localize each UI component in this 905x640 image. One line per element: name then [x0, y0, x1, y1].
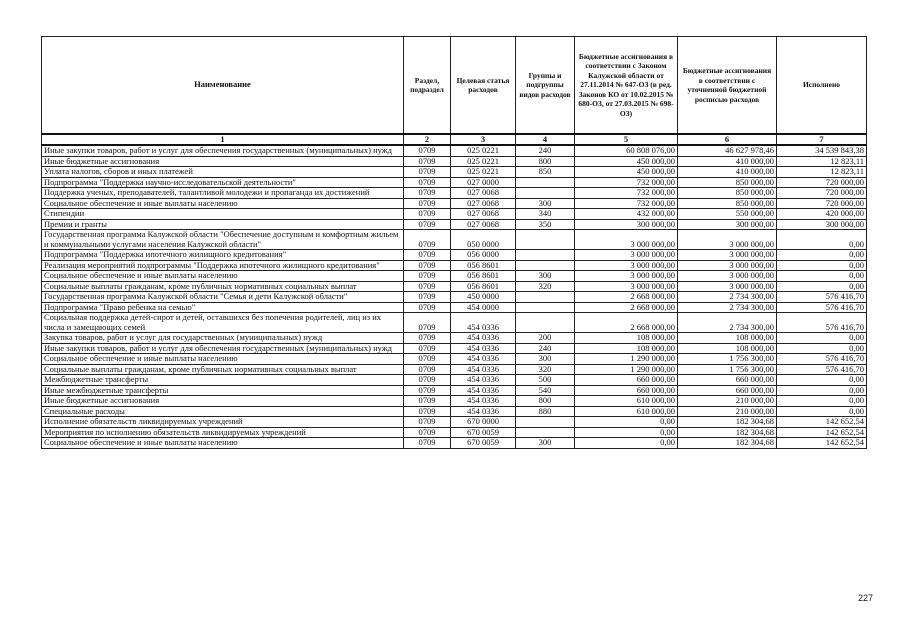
row-law-amount: 3 000 000,00 [575, 260, 678, 271]
row-executed-amount: 0,00 [777, 333, 867, 344]
row-refined-amount: 660 000,00 [678, 375, 777, 386]
row-group: 240 [516, 145, 575, 156]
row-name: Государственная программа Калужской области "Обеспечение доступным и комфортным жильем и коммунальными услугами населения Калужской области" [42, 230, 404, 250]
table-header-row [42, 37, 867, 135]
row-name: Исполнение обязательств ликвидируемых учреждений [42, 417, 404, 428]
row-group: 350 [516, 219, 575, 230]
row-executed-amount: 0,00 [777, 260, 867, 271]
row-name: Социальные выплаты гражданам, кроме публичных нормативных социальных выплат [42, 281, 404, 292]
row-group: 850 [516, 167, 575, 178]
budget-table [41, 36, 867, 449]
table-row [42, 188, 867, 199]
row-executed-amount: 576 416,70 [777, 354, 867, 365]
row-group: 880 [516, 406, 575, 417]
row-article: 670 0000 [451, 417, 516, 428]
row-group: 320 [516, 364, 575, 375]
row-executed-amount: 142 652,54 [777, 427, 867, 438]
row-name: Иные бюджетные ассигнования [42, 396, 404, 407]
table-row [42, 343, 867, 354]
header-section: Раздел, подраздел [404, 37, 451, 135]
row-refined-amount: 182 304,68 [678, 438, 777, 449]
page-number: 227 [858, 593, 874, 603]
row-law-amount: 108 000,00 [575, 333, 678, 344]
column-number: 1 [42, 134, 404, 145]
row-section: 0709 [404, 260, 451, 271]
row-name: Социальные выплаты гражданам, кроме публичных нормативных социальных выплат [42, 364, 404, 375]
row-section: 0709 [404, 438, 451, 449]
table-body [42, 145, 867, 448]
row-article: 670 0059 [451, 438, 516, 449]
row-name: Иные закупки товаров, работ и услуг для обеспечения государственных (муниципальных) нужд [42, 343, 404, 354]
row-executed-amount: 12 823,11 [777, 167, 867, 178]
row-article: 050 0000 [451, 230, 516, 250]
row-article: 454 0336 [451, 333, 516, 344]
table-row [42, 364, 867, 375]
row-name: Поддержка ученых, преподавателей, талантливой молодежи и пропаганда их достижений [42, 188, 404, 199]
row-article: 027 0068 [451, 219, 516, 230]
row-executed-amount: 0,00 [777, 343, 867, 354]
row-article: 027 0068 [451, 209, 516, 220]
row-refined-amount: 210 000,00 [678, 396, 777, 407]
row-article: 454 0336 [451, 406, 516, 417]
column-number: 4 [516, 134, 575, 145]
table-row [42, 198, 867, 209]
row-name: Межбюджетные трансферты [42, 375, 404, 386]
row-section: 0709 [404, 230, 451, 250]
row-refined-amount: 3 000 000,00 [678, 281, 777, 292]
row-name: Подпрограмма "Право ребенка на семью" [42, 302, 404, 313]
row-article: 056 8601 [451, 281, 516, 292]
row-refined-amount: 3 000 000,00 [678, 230, 777, 250]
table-row [42, 302, 867, 313]
row-executed-amount: 0,00 [777, 271, 867, 282]
row-name: Закупка товаров, работ и услуг для государственных (муниципальных) нужд [42, 333, 404, 344]
table-row [42, 230, 867, 250]
row-executed-amount: 720 000,00 [777, 177, 867, 188]
row-name: Социальная поддержка детей-сирот и детей, оставшихся без попечения родителей, лиц из их числа и замещающих семей [42, 313, 404, 333]
row-section: 0709 [404, 354, 451, 365]
row-executed-amount: 420 000,00 [777, 209, 867, 220]
row-refined-amount: 300 000,00 [678, 219, 777, 230]
row-article: 027 0068 [451, 188, 516, 199]
table-row [42, 156, 867, 167]
table-row [42, 271, 867, 282]
row-executed-amount: 0,00 [777, 250, 867, 261]
table-row [42, 385, 867, 396]
row-executed-amount: 0,00 [777, 375, 867, 386]
row-section: 0709 [404, 177, 451, 188]
header-refined: Бюджетные ассигнования в соответствии с уточненной бюджетной росписью расходов [678, 37, 777, 135]
row-section: 0709 [404, 333, 451, 344]
row-executed-amount: 0,00 [777, 281, 867, 292]
row-refined-amount: 2 734 300,00 [678, 313, 777, 333]
row-group: 340 [516, 209, 575, 220]
row-law-amount: 3 000 000,00 [575, 250, 678, 261]
row-name: Подпрограмма "Поддержка научно-исследовательской деятельности" [42, 177, 404, 188]
row-law-amount: 660 000,00 [575, 385, 678, 396]
row-name: Иные бюджетные ассигнования [42, 156, 404, 167]
row-refined-amount: 2 734 300,00 [678, 302, 777, 313]
row-refined-amount: 182 304,68 [678, 427, 777, 438]
row-group: 200 [516, 333, 575, 344]
header-executed: Исполнено [777, 37, 867, 135]
column-number-row [42, 134, 867, 145]
row-law-amount: 2 668 000,00 [575, 292, 678, 303]
row-section: 0709 [404, 145, 451, 156]
row-article: 454 0336 [451, 375, 516, 386]
row-article: 056 8601 [451, 271, 516, 282]
table-row [42, 417, 867, 428]
row-executed-amount: 0,00 [777, 230, 867, 250]
row-article: 056 8601 [451, 260, 516, 271]
row-article: 025 0221 [451, 145, 516, 156]
row-article: 027 0068 [451, 198, 516, 209]
row-article: 454 0336 [451, 354, 516, 365]
row-name: Иные межбюджетные трансферты [42, 385, 404, 396]
row-refined-amount: 46 627 978,46 [678, 145, 777, 156]
row-section: 0709 [404, 313, 451, 333]
row-group [516, 177, 575, 188]
row-article: 454 0336 [451, 396, 516, 407]
row-name: Социальное обеспечение и иные выплаты населению [42, 198, 404, 209]
row-law-amount: 300 000,00 [575, 219, 678, 230]
row-group: 320 [516, 281, 575, 292]
row-section: 0709 [404, 156, 451, 167]
column-number: 3 [451, 134, 516, 145]
row-group: 300 [516, 354, 575, 365]
row-law-amount: 0,00 [575, 417, 678, 428]
row-executed-amount: 720 000,00 [777, 198, 867, 209]
row-section: 0709 [404, 292, 451, 303]
row-refined-amount: 182 304,68 [678, 417, 777, 428]
row-executed-amount: 12 823,11 [777, 156, 867, 167]
header-group: Группы и подгруппы видов расходов [516, 37, 575, 135]
row-refined-amount: 550 000,00 [678, 209, 777, 220]
column-number: 5 [575, 134, 678, 145]
row-section: 0709 [404, 167, 451, 178]
row-section: 0709 [404, 396, 451, 407]
row-law-amount: 3 000 000,00 [575, 230, 678, 250]
table-row [42, 219, 867, 230]
row-group [516, 230, 575, 250]
row-name: Премии и гранты [42, 219, 404, 230]
row-group: 800 [516, 156, 575, 167]
row-refined-amount: 2 734 300,00 [678, 292, 777, 303]
row-group [516, 188, 575, 199]
row-article: 027 0000 [451, 177, 516, 188]
header-name: Наименование [42, 37, 404, 135]
table-row [42, 260, 867, 271]
row-name: Социальное обеспечение и иные выплаты населению [42, 354, 404, 365]
row-group: 240 [516, 343, 575, 354]
row-law-amount: 732 000,00 [575, 177, 678, 188]
row-refined-amount: 210 000,00 [678, 406, 777, 417]
row-law-amount: 732 000,00 [575, 198, 678, 209]
row-name: Реализация мероприятий подпрограммы "Поддержка ипотечного жилищного кредитования" [42, 260, 404, 271]
row-executed-amount: 576 416,70 [777, 302, 867, 313]
table-row [42, 281, 867, 292]
row-article: 670 0059 [451, 427, 516, 438]
row-law-amount: 3 000 000,00 [575, 271, 678, 282]
row-section: 0709 [404, 250, 451, 261]
row-refined-amount: 1 756 300,00 [678, 354, 777, 365]
row-article: 454 0336 [451, 364, 516, 375]
row-article: 454 0336 [451, 343, 516, 354]
row-executed-amount: 142 652,54 [777, 438, 867, 449]
row-group: 300 [516, 198, 575, 209]
row-name: Иные закупки товаров, работ и услуг для обеспечения государственных (муниципальных) нужд [42, 145, 404, 156]
row-section: 0709 [404, 219, 451, 230]
row-law-amount: 0,00 [575, 438, 678, 449]
row-refined-amount: 660 000,00 [678, 385, 777, 396]
row-refined-amount: 3 000 000,00 [678, 250, 777, 261]
column-number: 2 [404, 134, 451, 145]
row-law-amount: 2 668 000,00 [575, 313, 678, 333]
row-group [516, 292, 575, 303]
row-group [516, 250, 575, 261]
row-executed-amount: 576 416,70 [777, 313, 867, 333]
table-row [42, 396, 867, 407]
row-group: 800 [516, 396, 575, 407]
row-group: 500 [516, 375, 575, 386]
row-section: 0709 [404, 406, 451, 417]
row-refined-amount: 850 000,00 [678, 188, 777, 199]
row-name: Уплата налогов, сборов и иных платежей [42, 167, 404, 178]
row-group: 540 [516, 385, 575, 396]
row-refined-amount: 850 000,00 [678, 177, 777, 188]
row-name: Социальное обеспечение и иные выплаты населению [42, 438, 404, 449]
row-group: 300 [516, 438, 575, 449]
row-law-amount: 0,00 [575, 427, 678, 438]
row-section: 0709 [404, 427, 451, 438]
row-article: 450 0000 [451, 292, 516, 303]
row-law-amount: 450 000,00 [575, 167, 678, 178]
row-article: 025 0221 [451, 156, 516, 167]
row-executed-amount: 142 652,54 [777, 417, 867, 428]
row-law-amount: 660 000,00 [575, 375, 678, 386]
table-row [42, 313, 867, 333]
row-law-amount: 432 000,00 [575, 209, 678, 220]
row-section: 0709 [404, 271, 451, 282]
table-row [42, 209, 867, 220]
row-article: 056 0000 [451, 250, 516, 261]
row-section: 0709 [404, 343, 451, 354]
table-row [42, 333, 867, 344]
row-executed-amount: 576 416,70 [777, 364, 867, 375]
row-section: 0709 [404, 302, 451, 313]
row-executed-amount: 0,00 [777, 406, 867, 417]
row-section: 0709 [404, 198, 451, 209]
row-name: Подпрограмма "Поддержка ипотечного жилищного кредитования" [42, 250, 404, 261]
row-refined-amount: 108 000,00 [678, 333, 777, 344]
column-number: 7 [777, 134, 867, 145]
row-executed-amount: 720 000,00 [777, 188, 867, 199]
row-refined-amount: 3 000 000,00 [678, 271, 777, 282]
row-refined-amount: 410 000,00 [678, 156, 777, 167]
row-section: 0709 [404, 375, 451, 386]
row-law-amount: 1 290 000,00 [575, 364, 678, 375]
row-name: Специальные расходы [42, 406, 404, 417]
table-row [42, 167, 867, 178]
row-group [516, 427, 575, 438]
row-group [516, 302, 575, 313]
row-refined-amount: 3 000 000,00 [678, 260, 777, 271]
table-row [42, 177, 867, 188]
row-name: Стипендии [42, 209, 404, 220]
row-group [516, 260, 575, 271]
table-row [42, 375, 867, 386]
row-refined-amount: 1 756 300,00 [678, 364, 777, 375]
row-law-amount: 60 808 076,00 [575, 145, 678, 156]
row-section: 0709 [404, 385, 451, 396]
table-row [42, 250, 867, 261]
table-row [42, 145, 867, 156]
row-group [516, 417, 575, 428]
row-executed-amount: 576 416,70 [777, 292, 867, 303]
row-law-amount: 450 000,00 [575, 156, 678, 167]
header-article: Целевая статья расходов [451, 37, 516, 135]
row-law-amount: 1 290 000,00 [575, 354, 678, 365]
row-section: 0709 [404, 417, 451, 428]
row-article: 025 0221 [451, 167, 516, 178]
table-row [42, 438, 867, 449]
row-executed-amount: 0,00 [777, 385, 867, 396]
header-law: Бюджетные ассигнования в соответствии с Законом Калужской области от 27.11.2014 № 647-ОЗ (в ред. Законов КО от 10.02.2015 № 680-ОЗ, от 27.03.2015 № 698-ОЗ) [575, 37, 678, 135]
row-law-amount: 610 000,00 [575, 406, 678, 417]
row-law-amount: 108 000,00 [575, 343, 678, 354]
row-law-amount: 3 000 000,00 [575, 281, 678, 292]
row-refined-amount: 410 000,00 [678, 167, 777, 178]
row-law-amount: 2 668 000,00 [575, 302, 678, 313]
row-article: 454 0336 [451, 313, 516, 333]
row-executed-amount: 34 539 843,38 [777, 145, 867, 156]
row-executed-amount: 300 000,00 [777, 219, 867, 230]
row-name: Социальное обеспечение и иные выплаты населению [42, 271, 404, 282]
table-row [42, 406, 867, 417]
table-row [42, 292, 867, 303]
row-article: 454 0336 [451, 385, 516, 396]
row-name: Мероприятия по исполнению обязательств ликвидируемых учреждений [42, 427, 404, 438]
row-article: 454 0000 [451, 302, 516, 313]
row-law-amount: 610 000,00 [575, 396, 678, 407]
row-law-amount: 732 000,00 [575, 188, 678, 199]
row-refined-amount: 108 000,00 [678, 343, 777, 354]
row-executed-amount: 0,00 [777, 396, 867, 407]
row-name: Государственная программа Калужской области "Семья и дети Калужской области" [42, 292, 404, 303]
column-number: 6 [678, 134, 777, 145]
table-row [42, 427, 867, 438]
row-refined-amount: 850 000,00 [678, 198, 777, 209]
row-section: 0709 [404, 281, 451, 292]
row-group [516, 313, 575, 333]
table-row [42, 354, 867, 365]
row-group: 300 [516, 271, 575, 282]
row-section: 0709 [404, 209, 451, 220]
row-section: 0709 [404, 364, 451, 375]
row-section: 0709 [404, 188, 451, 199]
